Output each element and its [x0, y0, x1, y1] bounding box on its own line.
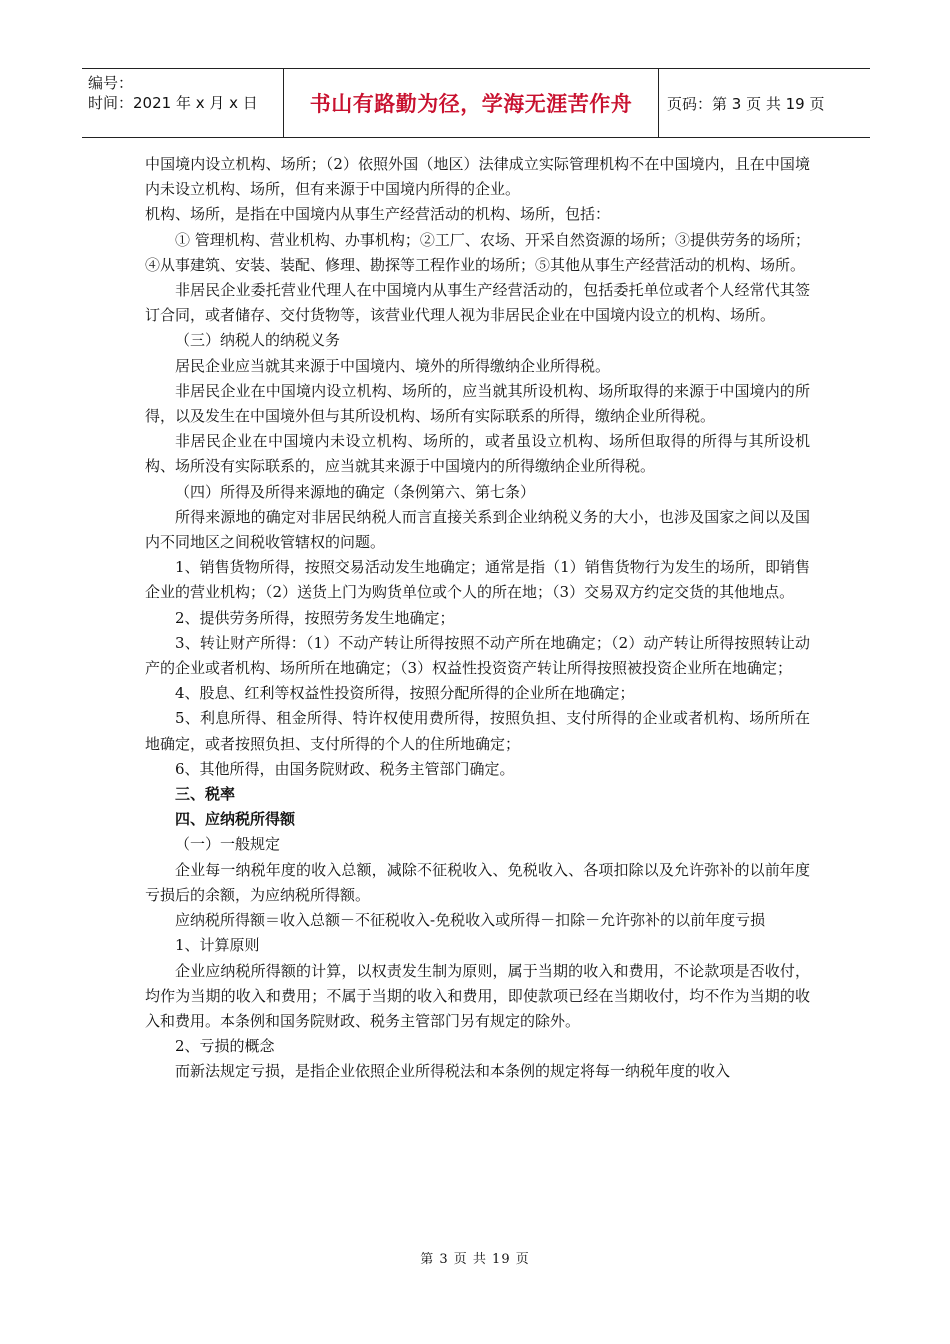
- body-paragraph: 应纳税所得额＝收入总额－不征税收入-免税收入或所得－扣除－允许弥补的以前年度亏损: [175, 911, 766, 930]
- body-paragraph: 1、计算原则: [175, 936, 260, 955]
- body-paragraph: （一）一般规定: [175, 835, 281, 854]
- body-paragraph: 5、利息所得、租金所得、特许权使用费所得，按照负担、支付所得的企业或者机构、场所所在地确定，或者按照负担、支付所得的个人的住所地确定；: [145, 709, 810, 753]
- body-paragraph: ① 管理机构、营业机构、办事机构；②工厂、农场、开采自然资源的场所；③提供劳务的场所；④从事建筑、安装、装配、修理、勘探等工程作业的场所；⑤其他从事生产经营活动的机构、场所。: [145, 230, 810, 274]
- body-paragraph: 2、提供劳务所得，按照劳务发生地确定；: [175, 608, 455, 627]
- body-paragraph: 企业应纳税所得额的计算，以权责发生制为原则，属于当期的收入和费用，不论款项是否收付，均作为当期的收入和费用；不属于当期的收入和费用，即使款项已经在当期收付，均不作为当期的收入和费用。本条例和国务院财政、税务主管部门另有规定的除外。: [145, 961, 810, 1030]
- header-motto-cell: [284, 69, 659, 137]
- body-paragraph: 2、亏损的概念: [175, 1037, 275, 1056]
- section-heading: 四、应纳税所得额: [175, 810, 296, 829]
- page-footer: 第 3 页 共 19 页: [420, 1252, 530, 1267]
- body-paragraph: 居民企业应当就其来源于中国境内、境外的所得缴纳企业所得税。: [175, 356, 611, 375]
- page-header: [82, 68, 870, 138]
- body-paragraph: 非居民企业在中国境内设立机构、场所的，应当就其所设机构、场所取得的来源于中国境内的所得，以及发生在中国境外但与其所设机构、场所有实际联系的所得，缴纳企业所得税。: [145, 381, 810, 426]
- header-meta: [82, 69, 284, 137]
- body-paragraph: 6、其他所得，由国务院财政、税务主管部门确定。: [175, 759, 515, 778]
- body-paragraph: （四）所得及所得来源地的确定（条例第六、第七条）: [175, 482, 536, 501]
- body-paragraph: 4、股息、红利等权益性投资所得，按照分配所得的企业所在地确定；: [175, 684, 635, 703]
- header-page-info: 页码：第 3 页 共 19 页: [667, 94, 825, 113]
- document-time-label: 时间：2021 年 x 月 x 日: [88, 94, 258, 112]
- body-paragraph: 非居民企业委托营业代理人在中国境内从事生产经营活动的，包括委托单位或者个人经常代其签订合同，或者储存、交付货物等，该营业代理人视为非居民企业在中国境内设立的机构、场所。: [145, 281, 810, 325]
- body-paragraph: 中国境内设立机构、场所；（2）依照外国（地区）法律成立实际管理机构不在中国境内，且在中国境内未设立机构、场所，但有来源于中国境内所得的企业。: [145, 155, 810, 199]
- body-paragraph: 所得来源地的确定对非居民纳税人而言直接关系到企业纳税义务的大小，也涉及国家之间以及国内不同地区之间税收管辖权的问题。: [145, 507, 810, 552]
- body-paragraph: 1、销售货物所得，按照交易活动发生地确定；通常是指（1）销售货物行为发生的场所，即销售企业的营业机构；（2）送货上门为购货单位或个人的所在地；（3）交易双方约定交货的其他地点。: [145, 558, 810, 602]
- body-paragraph: 3、转让财产所得：（1）不动产转让所得按照不动产所在地确定；（2）动产转让所得按照转让动产的企业或者机构、场所所在地确定；（3）权益性投资资产转让所得按照被投资企业所在地确定；: [145, 633, 810, 678]
- body-paragraph: 企业每一纳税年度的收入总额，减除不征税收入、免税收入、各项扣除以及允许弥补的以前年度亏损后的余额，为应纳税所得额。: [145, 860, 810, 904]
- document-number-label: 编号：: [88, 74, 134, 92]
- body-paragraph: 机构、场所，是指在中国境内从事生产经营活动的机构、场所，包括：: [145, 205, 611, 224]
- body-paragraph: 非居民企业在中国境内未设立机构、场所的，或者虽设立机构、场所但取得的所得与其所设机构、场所没有实际联系的，应当就其来源于中国境内的所得缴纳企业所得税。: [145, 432, 810, 476]
- header-motto: 书山有路勤为径，学海无涯苦作舟: [309, 92, 633, 116]
- section-heading: 三、税率: [175, 785, 236, 804]
- document-body: [145, 152, 810, 1085]
- body-paragraph: （三）纳税人的纳税义务: [175, 331, 341, 350]
- body-paragraph: 而新法规定亏损，是指企业依照企业所得税法和本条例的规定将每一纳税年度的收入: [175, 1062, 731, 1081]
